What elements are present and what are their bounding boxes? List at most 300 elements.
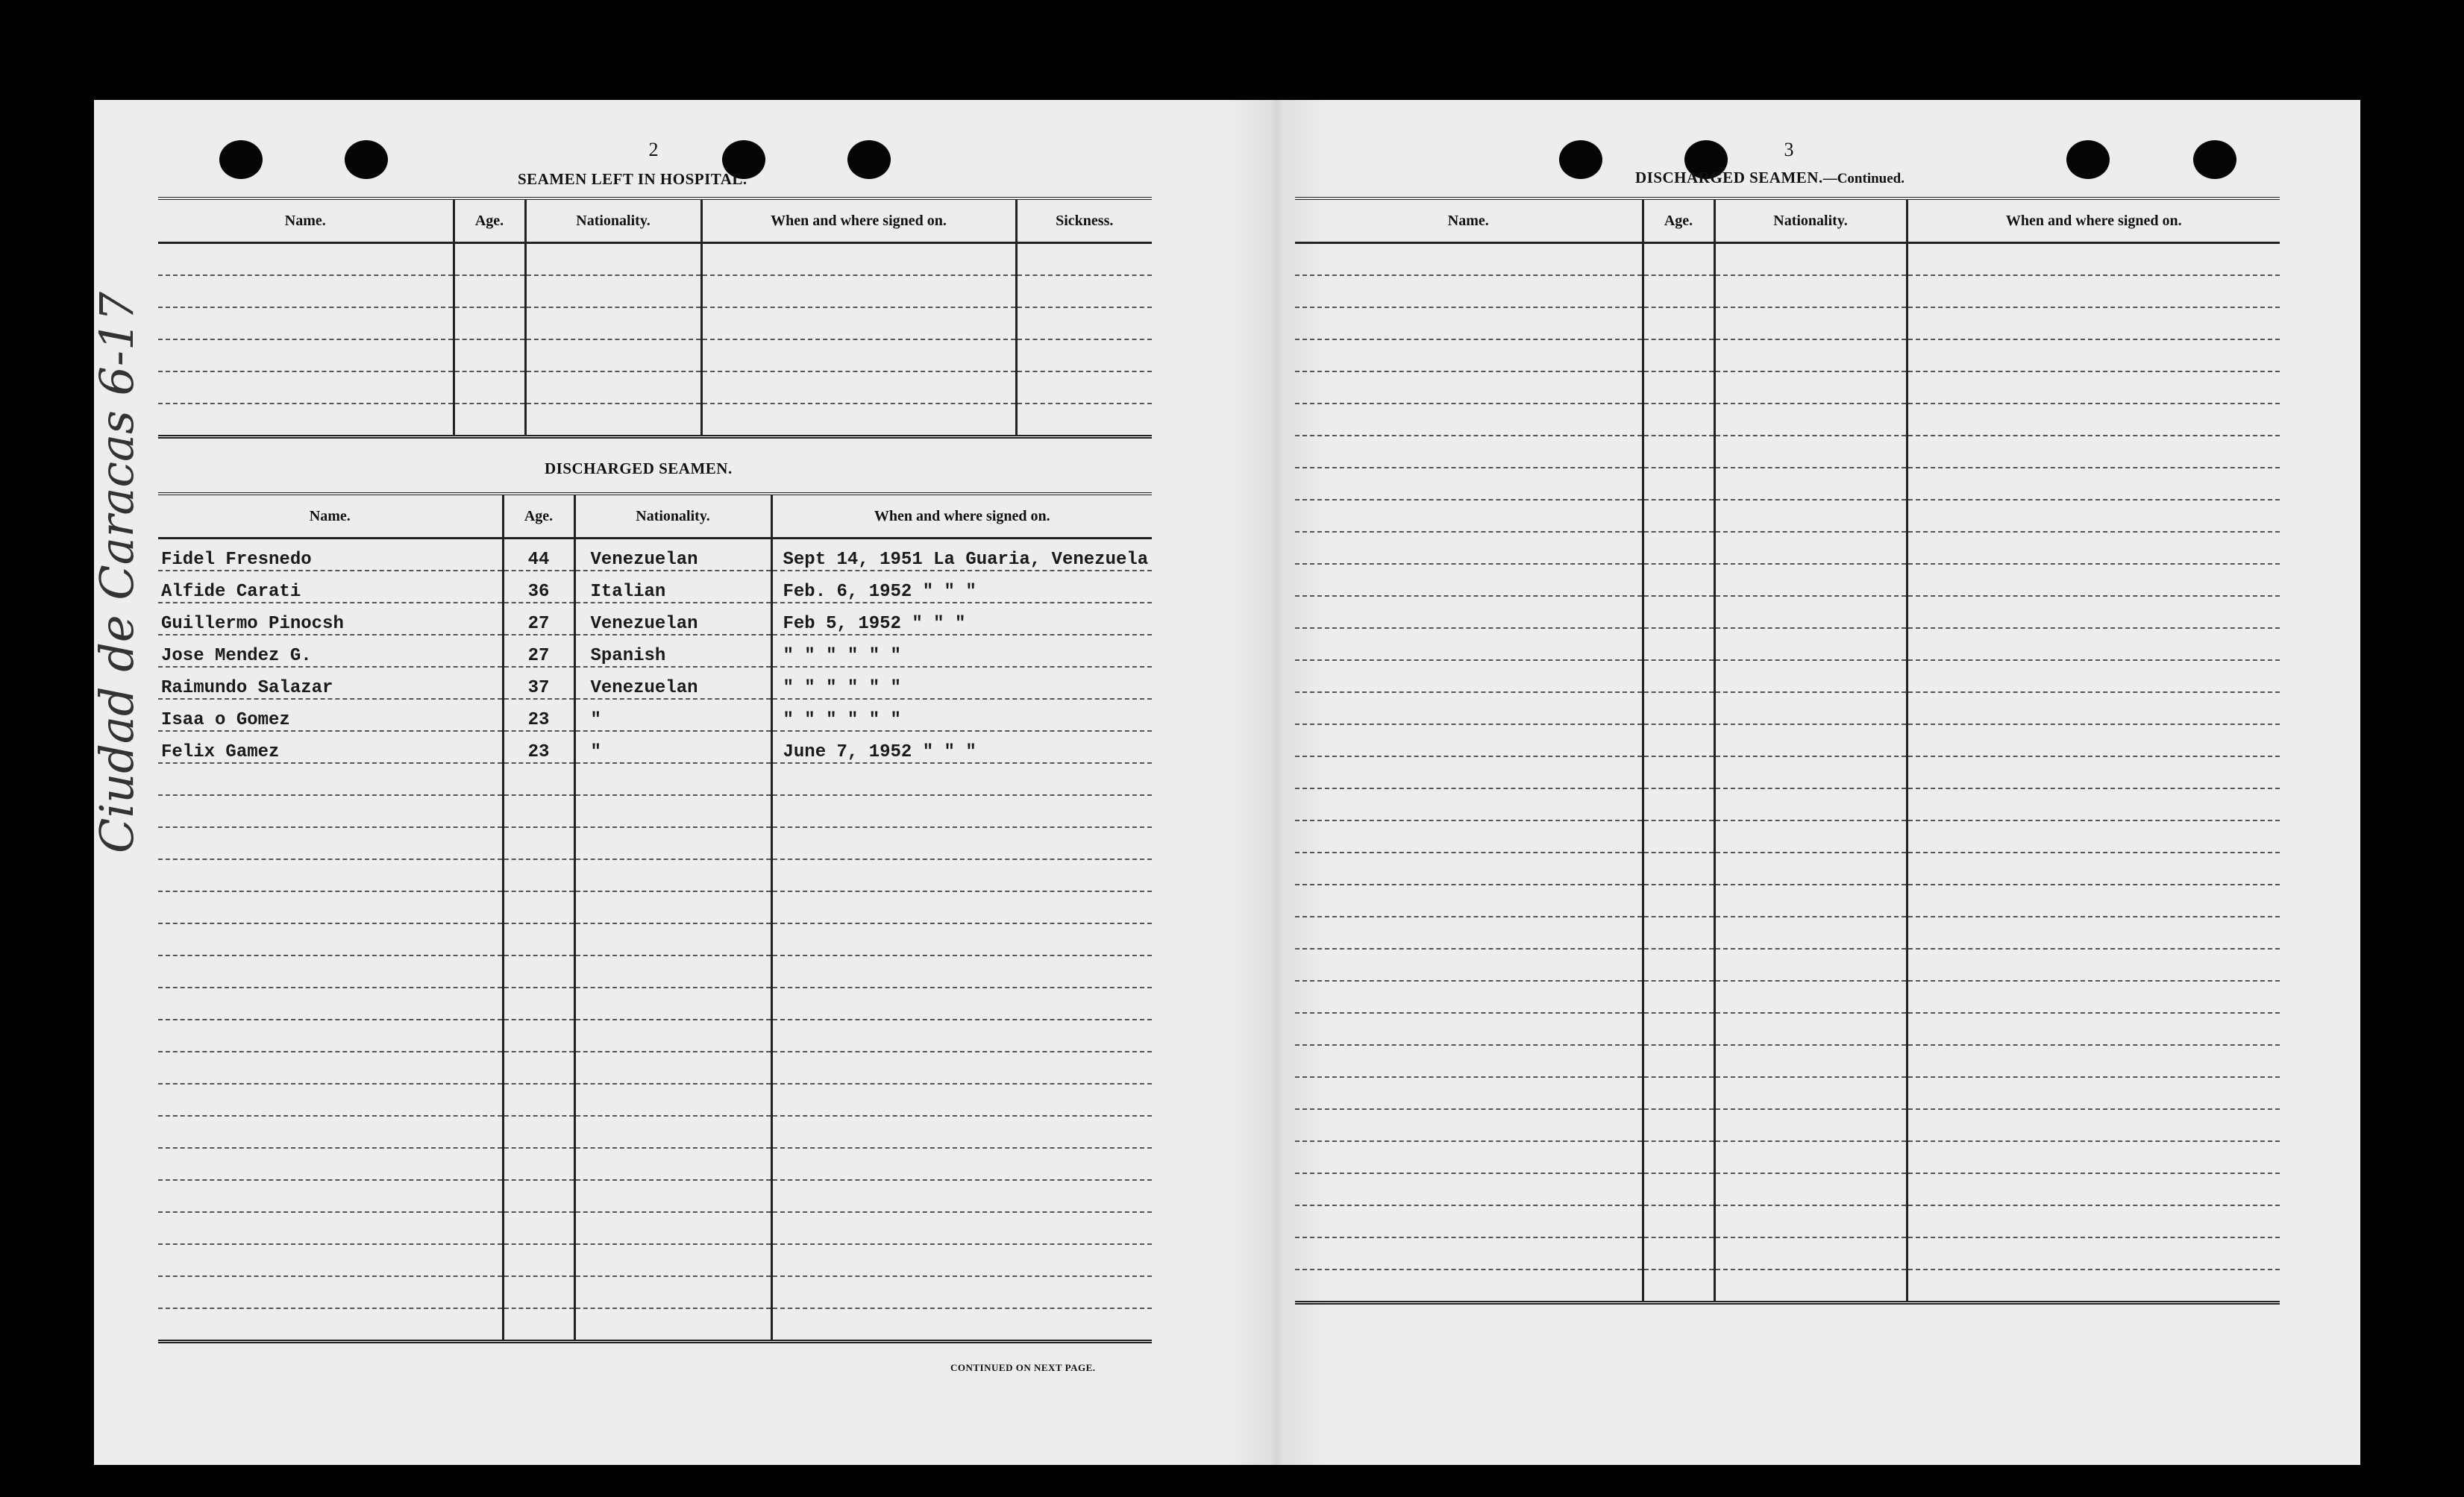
blank-row — [1295, 564, 2280, 596]
blank-cell — [1295, 820, 1643, 853]
blank-cell — [574, 923, 771, 955]
blank-cell — [771, 1116, 1152, 1148]
blank-row — [1295, 500, 2280, 532]
blank-row — [1295, 1013, 2280, 1045]
blank-cell — [1295, 1045, 1643, 1077]
blank-cell — [158, 371, 454, 404]
blank-cell — [701, 243, 1016, 276]
punch-hole — [2066, 140, 2110, 179]
blank-row — [1295, 339, 2280, 371]
blank-cell — [158, 923, 503, 955]
blank-cell — [1907, 275, 2280, 307]
blank-cell — [701, 339, 1016, 371]
blank-cell — [1714, 1109, 1907, 1141]
blank-cell — [771, 1276, 1152, 1308]
blank-cell — [1714, 564, 1907, 596]
blank-cell — [503, 1308, 574, 1342]
blank-cell — [158, 1084, 503, 1116]
blank-row — [1295, 1205, 2280, 1237]
blank-row — [158, 404, 1152, 437]
column-header: Age. — [503, 494, 574, 539]
blank-cell — [771, 988, 1152, 1020]
blank-cell — [1907, 564, 2280, 596]
blank-cell — [771, 1244, 1152, 1276]
column-header: Nationality. — [525, 198, 701, 243]
blank-row — [158, 891, 1152, 923]
blank-cell — [574, 955, 771, 988]
discharged-section-title: DISCHARGED SEAMEN. — [545, 459, 733, 477]
blank-cell — [701, 307, 1016, 339]
blank-cell — [158, 955, 503, 988]
column-header: Name. — [1295, 198, 1643, 243]
seaman-nationality: " — [574, 731, 771, 763]
seaman-name: Fidel Fresnedo — [158, 539, 503, 571]
blank-cell — [1295, 1270, 1643, 1303]
blank-row — [1295, 275, 2280, 307]
blank-cell — [1295, 885, 1643, 917]
blank-row — [1295, 1109, 2280, 1141]
blank-cell — [1643, 981, 1714, 1013]
seaman-name: Alfide Carati — [158, 571, 503, 603]
blank-cell — [574, 795, 771, 827]
blank-cell — [1643, 1205, 1714, 1237]
blank-cell — [503, 891, 574, 923]
blank-row — [158, 763, 1152, 795]
blank-row — [1295, 981, 2280, 1013]
column-header: Sickness. — [1016, 198, 1152, 243]
blank-row — [158, 307, 1152, 339]
blank-cell — [1907, 724, 2280, 756]
table-row — [158, 603, 1152, 635]
column-header: Age. — [1643, 198, 1714, 243]
blank-cell — [158, 1212, 503, 1244]
blank-cell — [771, 859, 1152, 891]
blank-cell — [1295, 1013, 1643, 1045]
blank-cell — [503, 955, 574, 988]
discharged-continued-table — [1295, 197, 2280, 1305]
blank-cell — [503, 923, 574, 955]
blank-row — [158, 827, 1152, 859]
blank-cell — [1714, 1141, 1907, 1173]
blank-row — [1295, 788, 2280, 820]
blank-cell — [1907, 436, 2280, 468]
blank-row — [158, 1308, 1152, 1342]
table-row — [158, 635, 1152, 667]
blank-cell — [1907, 885, 2280, 917]
blank-cell — [1907, 1270, 2280, 1303]
blank-cell — [525, 243, 701, 276]
blank-cell — [1714, 339, 1907, 371]
blank-row — [1295, 1270, 2280, 1303]
blank-cell — [158, 1180, 503, 1212]
blank-cell — [525, 404, 701, 437]
blank-cell — [771, 891, 1152, 923]
blank-cell — [158, 795, 503, 827]
blank-row — [1295, 404, 2280, 436]
blank-cell — [1907, 949, 2280, 981]
blank-row — [1295, 724, 2280, 756]
blank-cell — [158, 404, 454, 437]
blank-row — [158, 1020, 1152, 1052]
blank-cell — [1016, 371, 1152, 404]
blank-cell — [158, 891, 503, 923]
blank-cell — [1714, 404, 1907, 436]
blank-cell — [1643, 788, 1714, 820]
blank-cell — [1643, 1013, 1714, 1045]
blank-cell — [503, 988, 574, 1020]
blank-row — [1295, 820, 2280, 853]
blank-cell — [158, 827, 503, 859]
blank-cell — [1643, 436, 1714, 468]
blank-cell — [454, 339, 525, 371]
blank-row — [1295, 885, 2280, 917]
blank-row — [158, 243, 1152, 276]
blank-row — [1295, 660, 2280, 692]
seaman-age: 27 — [503, 635, 574, 667]
blank-row — [1295, 1045, 2280, 1077]
blank-cell — [525, 339, 701, 371]
blank-cell — [574, 1180, 771, 1212]
blank-cell — [454, 275, 525, 307]
blank-cell — [158, 1244, 503, 1276]
blank-cell — [1295, 1141, 1643, 1173]
column-header: Age. — [454, 198, 525, 243]
blank-cell — [1907, 1141, 2280, 1173]
blank-cell — [1295, 949, 1643, 981]
blank-cell — [1714, 596, 1907, 628]
blank-cell — [771, 1052, 1152, 1084]
blank-cell — [1643, 1077, 1714, 1109]
blank-cell — [1643, 756, 1714, 788]
seaman-nationality: Spanish — [574, 635, 771, 667]
blank-cell — [1643, 339, 1714, 371]
blank-cell — [1907, 1205, 2280, 1237]
seaman-nationality: Italian — [574, 571, 771, 603]
column-header: Nationality. — [574, 494, 771, 539]
blank-cell — [503, 795, 574, 827]
blank-cell — [503, 1084, 574, 1116]
blank-cell — [771, 1148, 1152, 1180]
punch-hole — [1559, 140, 1602, 179]
blank-cell — [1907, 532, 2280, 564]
blank-cell — [1714, 788, 1907, 820]
blank-row — [1295, 371, 2280, 404]
blank-cell — [1295, 307, 1643, 339]
blank-cell — [574, 1244, 771, 1276]
blank-cell — [1907, 243, 2280, 276]
blank-cell — [1907, 853, 2280, 885]
seaman-signed-on: " " " " " " — [771, 699, 1152, 731]
blank-cell — [525, 371, 701, 404]
seaman-age: 23 — [503, 731, 574, 763]
blank-cell — [1016, 339, 1152, 371]
blank-cell — [1295, 1237, 1643, 1270]
blank-cell — [158, 1276, 503, 1308]
punch-hole — [847, 140, 891, 179]
blank-cell — [1907, 1077, 2280, 1109]
blank-cell — [1643, 243, 1714, 276]
blank-cell — [1295, 1109, 1643, 1141]
punch-hole — [219, 140, 263, 179]
blank-cell — [1016, 307, 1152, 339]
blank-cell — [1714, 307, 1907, 339]
seaman-name: Isaa o Gomez — [158, 699, 503, 731]
blank-cell — [701, 371, 1016, 404]
hospital-table — [158, 197, 1152, 439]
blank-cell — [1643, 1270, 1714, 1303]
blank-cell — [1907, 1109, 2280, 1141]
column-header: When and where signed on. — [1907, 198, 2280, 243]
section-title-suffix: —Continued. — [1822, 171, 1905, 186]
blank-cell — [158, 1308, 503, 1342]
blank-cell — [1295, 596, 1643, 628]
seaman-nationality: Venezuelan — [574, 667, 771, 699]
blank-cell — [771, 1180, 1152, 1212]
column-header: Name. — [158, 198, 454, 243]
blank-cell — [1643, 468, 1714, 500]
blank-row — [1295, 532, 2280, 564]
blank-cell — [1295, 628, 1643, 660]
seaman-nationality: " — [574, 699, 771, 731]
blank-row — [1295, 853, 2280, 885]
table-row — [158, 571, 1152, 603]
blank-row — [158, 1180, 1152, 1212]
blank-cell — [1643, 724, 1714, 756]
blank-cell — [1643, 1045, 1714, 1077]
blank-cell — [1295, 564, 1643, 596]
blank-cell — [1907, 596, 2280, 628]
table-row — [158, 699, 1152, 731]
blank-cell — [1295, 275, 1643, 307]
blank-cell — [1643, 1109, 1714, 1141]
blank-cell — [1643, 628, 1714, 660]
blank-cell — [503, 859, 574, 891]
blank-cell — [574, 1084, 771, 1116]
blank-cell — [1295, 756, 1643, 788]
blank-cell — [158, 1020, 503, 1052]
blank-row — [158, 1148, 1152, 1180]
blank-cell — [1643, 1141, 1714, 1173]
blank-cell — [1643, 371, 1714, 404]
blank-cell — [1714, 500, 1907, 532]
blank-cell — [1714, 724, 1907, 756]
blank-cell — [1295, 917, 1643, 949]
blank-cell — [454, 307, 525, 339]
blank-cell — [1714, 1237, 1907, 1270]
blank-cell — [1643, 885, 1714, 917]
blank-cell — [1295, 339, 1643, 371]
seaman-name: Guillermo Pinocsh — [158, 603, 503, 635]
blank-cell — [771, 1020, 1152, 1052]
blank-cell — [1295, 1173, 1643, 1205]
seaman-signed-on: Sept 14, 1951 La Guaria, Venezuela — [771, 539, 1152, 571]
blank-cell — [1714, 1045, 1907, 1077]
blank-cell — [1714, 436, 1907, 468]
blank-cell — [1714, 949, 1907, 981]
blank-cell — [574, 1148, 771, 1180]
blank-row — [1295, 1077, 2280, 1109]
blank-row — [1295, 436, 2280, 468]
blank-cell — [771, 955, 1152, 988]
blank-cell — [503, 1244, 574, 1276]
blank-cell — [503, 1276, 574, 1308]
blank-cell — [1907, 692, 2280, 724]
blank-cell — [1907, 1237, 2280, 1270]
seaman-name: Felix Gamez — [158, 731, 503, 763]
blank-cell — [1907, 917, 2280, 949]
blank-cell — [1643, 1173, 1714, 1205]
blank-row — [158, 955, 1152, 988]
blank-cell — [503, 827, 574, 859]
discharged-table — [158, 492, 1152, 1343]
blank-cell — [1295, 853, 1643, 885]
blank-cell — [771, 1308, 1152, 1342]
seaman-age: 36 — [503, 571, 574, 603]
blank-cell — [1907, 628, 2280, 660]
blank-cell — [158, 339, 454, 371]
blank-cell — [454, 404, 525, 437]
blank-cell — [158, 859, 503, 891]
blank-cell — [503, 1180, 574, 1212]
blank-cell — [771, 795, 1152, 827]
blank-cell — [503, 763, 574, 795]
blank-row — [1295, 692, 2280, 724]
blank-row — [158, 1052, 1152, 1084]
blank-cell — [1643, 564, 1714, 596]
blank-cell — [574, 827, 771, 859]
blank-cell — [1016, 275, 1152, 307]
blank-row — [158, 859, 1152, 891]
blank-cell — [1295, 1077, 1643, 1109]
seaman-signed-on: Feb. 6, 1952 " " " — [771, 571, 1152, 603]
table-row — [158, 539, 1152, 571]
blank-row — [158, 275, 1152, 307]
blank-cell — [1714, 820, 1907, 853]
blank-row — [158, 371, 1152, 404]
blank-cell — [1295, 500, 1643, 532]
blank-cell — [1295, 371, 1643, 404]
seaman-age: 23 — [503, 699, 574, 731]
column-header: When and where signed on. — [771, 494, 1152, 539]
blank-cell — [1714, 1077, 1907, 1109]
blank-cell — [1714, 1173, 1907, 1205]
blank-cell — [574, 1276, 771, 1308]
blank-cell — [574, 1116, 771, 1148]
blank-cell — [1907, 788, 2280, 820]
blank-cell — [1907, 981, 2280, 1013]
seaman-nationality: Venezuelan — [574, 539, 771, 571]
blank-cell — [574, 1020, 771, 1052]
blank-cell — [1295, 532, 1643, 564]
blank-cell — [1714, 371, 1907, 404]
blank-row — [1295, 307, 2280, 339]
blank-cell — [574, 1052, 771, 1084]
hospital-section-title: SEAMEN LEFT IN HOSPITAL. — [518, 170, 747, 188]
blank-cell — [1295, 724, 1643, 756]
blank-row — [158, 1116, 1152, 1148]
blank-cell — [1643, 660, 1714, 692]
blank-cell — [1295, 660, 1643, 692]
blank-row — [158, 1276, 1152, 1308]
blank-cell — [1295, 436, 1643, 468]
blank-cell — [454, 371, 525, 404]
table-header-row — [1295, 198, 2280, 243]
seaman-name: Raimundo Salazar — [158, 667, 503, 699]
blank-row — [1295, 243, 2280, 276]
punch-hole — [345, 140, 388, 179]
blank-cell — [1714, 885, 1907, 917]
blank-cell — [1295, 788, 1643, 820]
blank-cell — [1714, 756, 1907, 788]
blank-row — [158, 1084, 1152, 1116]
blank-cell — [1295, 243, 1643, 276]
blank-cell — [454, 243, 525, 276]
punch-hole — [2193, 140, 2236, 179]
blank-cell — [1907, 468, 2280, 500]
blank-cell — [1295, 1205, 1643, 1237]
blank-row — [1295, 1173, 2280, 1205]
blank-cell — [1643, 853, 1714, 885]
blank-cell — [1714, 243, 1907, 276]
blank-cell — [1907, 307, 2280, 339]
blank-cell — [1643, 532, 1714, 564]
blank-cell — [1016, 404, 1152, 437]
seaman-age: 27 — [503, 603, 574, 635]
blank-cell — [701, 404, 1016, 437]
continued-footer: CONTINUED ON NEXT PAGE. — [950, 1362, 1096, 1373]
blank-cell — [503, 1020, 574, 1052]
blank-cell — [503, 1148, 574, 1180]
seaman-signed-on: " " " " " " — [771, 667, 1152, 699]
blank-cell — [525, 275, 701, 307]
blank-cell — [771, 923, 1152, 955]
blank-row — [1295, 1237, 2280, 1270]
seaman-nationality: Venezuelan — [574, 603, 771, 635]
document-sheet — [90, 100, 2360, 1465]
blank-cell — [1714, 917, 1907, 949]
seaman-signed-on: June 7, 1952 " " " — [771, 731, 1152, 763]
blank-cell — [1643, 692, 1714, 724]
blank-row — [1295, 468, 2280, 500]
page-number-right: 3 — [1784, 139, 1794, 160]
seaman-age: 44 — [503, 539, 574, 571]
blank-cell — [1643, 820, 1714, 853]
blank-cell — [158, 1052, 503, 1084]
blank-cell — [1907, 660, 2280, 692]
table-header-row — [158, 198, 1152, 243]
discharged-continued-title — [1635, 169, 1905, 187]
blank-cell — [1295, 981, 1643, 1013]
blank-cell — [1907, 500, 2280, 532]
blank-cell — [1907, 1013, 2280, 1045]
blank-cell — [771, 1212, 1152, 1244]
blank-cell — [158, 1148, 503, 1180]
seaman-signed-on: " " " " " " — [771, 635, 1152, 667]
blank-cell — [771, 763, 1152, 795]
blank-cell — [1295, 692, 1643, 724]
blank-cell — [1643, 404, 1714, 436]
blank-cell — [574, 891, 771, 923]
table-header-row — [158, 494, 1152, 539]
column-header: Nationality. — [1714, 198, 1907, 243]
blank-cell — [1907, 339, 2280, 371]
blank-cell — [1295, 468, 1643, 500]
blank-cell — [158, 1116, 503, 1148]
column-header: Name. — [158, 494, 503, 539]
blank-row — [158, 795, 1152, 827]
table-row — [158, 667, 1152, 699]
blank-cell — [1907, 1173, 2280, 1205]
